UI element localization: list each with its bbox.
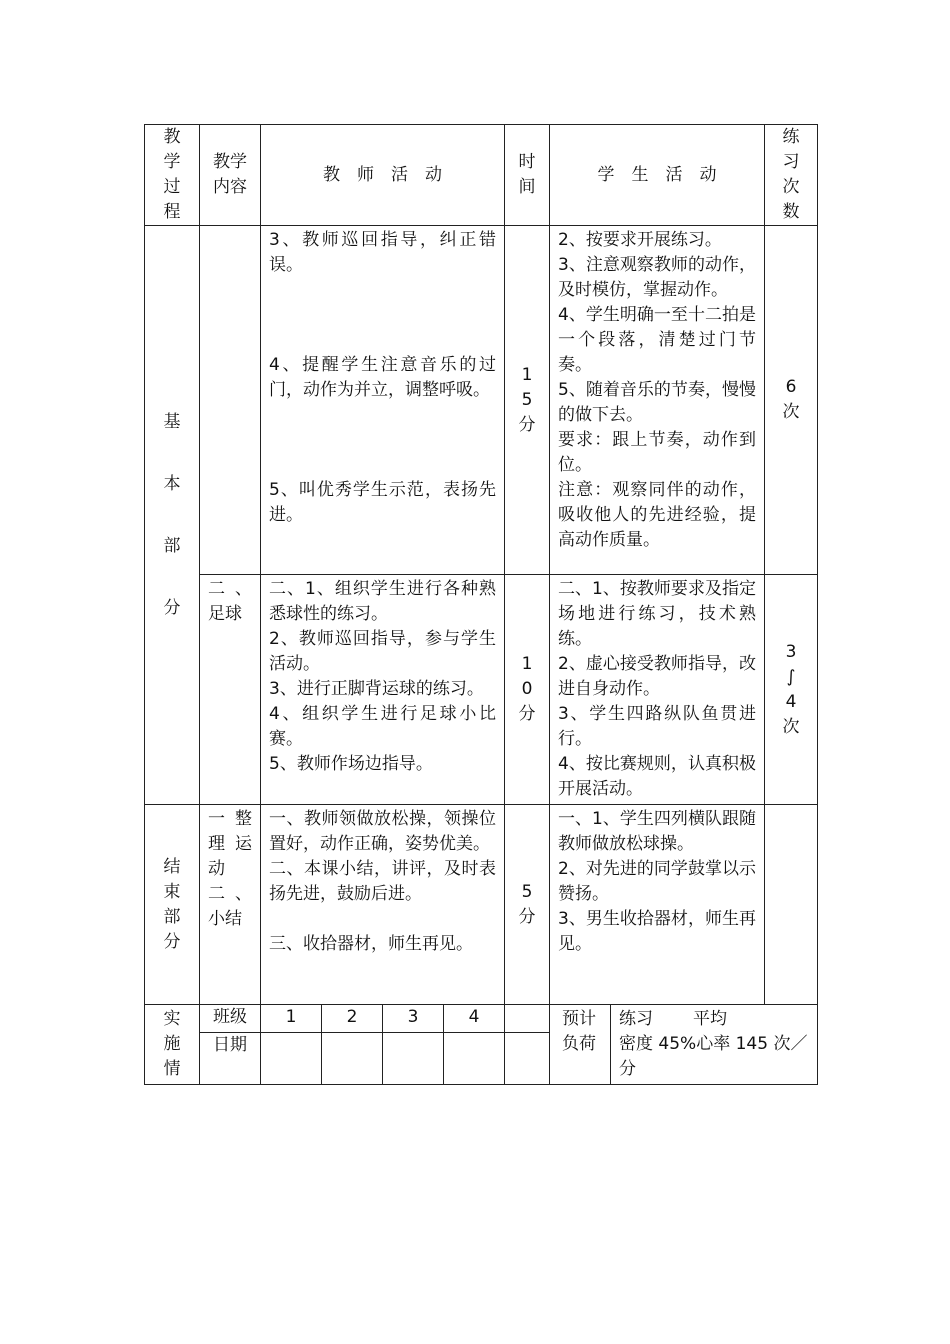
row1-content	[200, 226, 261, 575]
impl-date-3	[383, 1033, 444, 1085]
row2-practice-count: 3∫4次	[765, 575, 818, 805]
impl-blank-2	[505, 1033, 550, 1085]
row2-content: 二、足球	[200, 575, 261, 805]
header-process: 教学过程	[145, 125, 200, 226]
section-end: 结束部分	[145, 805, 200, 1005]
header-time: 时间	[505, 125, 550, 226]
section-basic: 基 本 部 分	[145, 226, 200, 805]
header-student-activity: 学 生 活 动	[550, 125, 765, 226]
row1-practice-count: 6次	[765, 226, 818, 575]
header-content: 教学内容	[200, 125, 261, 226]
row1-student-activity: 2、按要求开展练习。 3、注意观察教师的动作，及时模仿，掌握动作。 4、学生明确一至十二拍是一个段落，清楚过门节奏。 5、随着音乐的节奏，慢慢的做下去。 要求：跟上节奏，动作到位。 注意：观察同伴的动作，吸收他人的先进经验，提高动作质量。	[550, 226, 765, 575]
row1-time: 15分	[505, 226, 550, 575]
row2-time: 10分	[505, 575, 550, 805]
impl-date-4	[444, 1033, 505, 1085]
row3-content: 一整理运动 二、小结	[200, 805, 261, 1005]
row3-practice-count	[765, 805, 818, 1005]
impl-class-3: 3	[383, 1005, 444, 1033]
lesson-plan-table	[144, 124, 818, 1085]
row3-student-activity: 一、1、学生四列横队跟随教师做放松球操。 2、对先进的同学鼓掌以示赞扬。 3、男生收拾器材，师生再见。	[550, 805, 765, 1005]
row2-student-activity: 二、1、按教师要求及指定场地进行练习，技术熟练。 2、虚心接受教师指导，改进自身动作。 3、学生四路纵队鱼贯进行。 4、按比赛规则，认真积极开展活动。	[550, 575, 765, 805]
row3-time: 5分	[505, 805, 550, 1005]
impl-date-label: 日期	[200, 1033, 261, 1085]
impl-class-2: 2	[322, 1005, 383, 1033]
impl-class-label: 班级	[200, 1005, 261, 1033]
impl-density: 练习 平均 密度 45%心率 145 次／分	[611, 1005, 818, 1085]
header-teacher-activity: 教 师 活 动	[261, 125, 505, 226]
header-practice-count: 练习次数	[765, 125, 818, 226]
row1-teacher-activity: 3、教师巡回指导，纠正错误。 4、提醒学生注意音乐的过门，动作为并立，调整呼吸。 5、叫优秀学生示范，表扬先进。	[261, 226, 505, 575]
section-impl: 实施情	[145, 1005, 200, 1085]
row3-teacher-activity: 一、教师领做放松操，领操位置好，动作正确，姿势优美。 二、本课小结，讲评，及时表扬先进，鼓励后进。 三、收拾器材，师生再见。	[261, 805, 505, 1005]
impl-load-label: 预计负荷	[550, 1005, 611, 1085]
impl-date-1	[261, 1033, 322, 1085]
impl-class-1: 1	[261, 1005, 322, 1033]
impl-class-4: 4	[444, 1005, 505, 1033]
impl-blank-1	[505, 1005, 550, 1033]
row2-teacher-activity: 二、1、组织学生进行各种熟悉球性的练习。 2、教师巡回指导，参与学生活动。 3、进行正脚背运球的练习。 4、组织学生进行足球小比赛。 5、教师作场边指导。	[261, 575, 505, 805]
impl-date-2	[322, 1033, 383, 1085]
